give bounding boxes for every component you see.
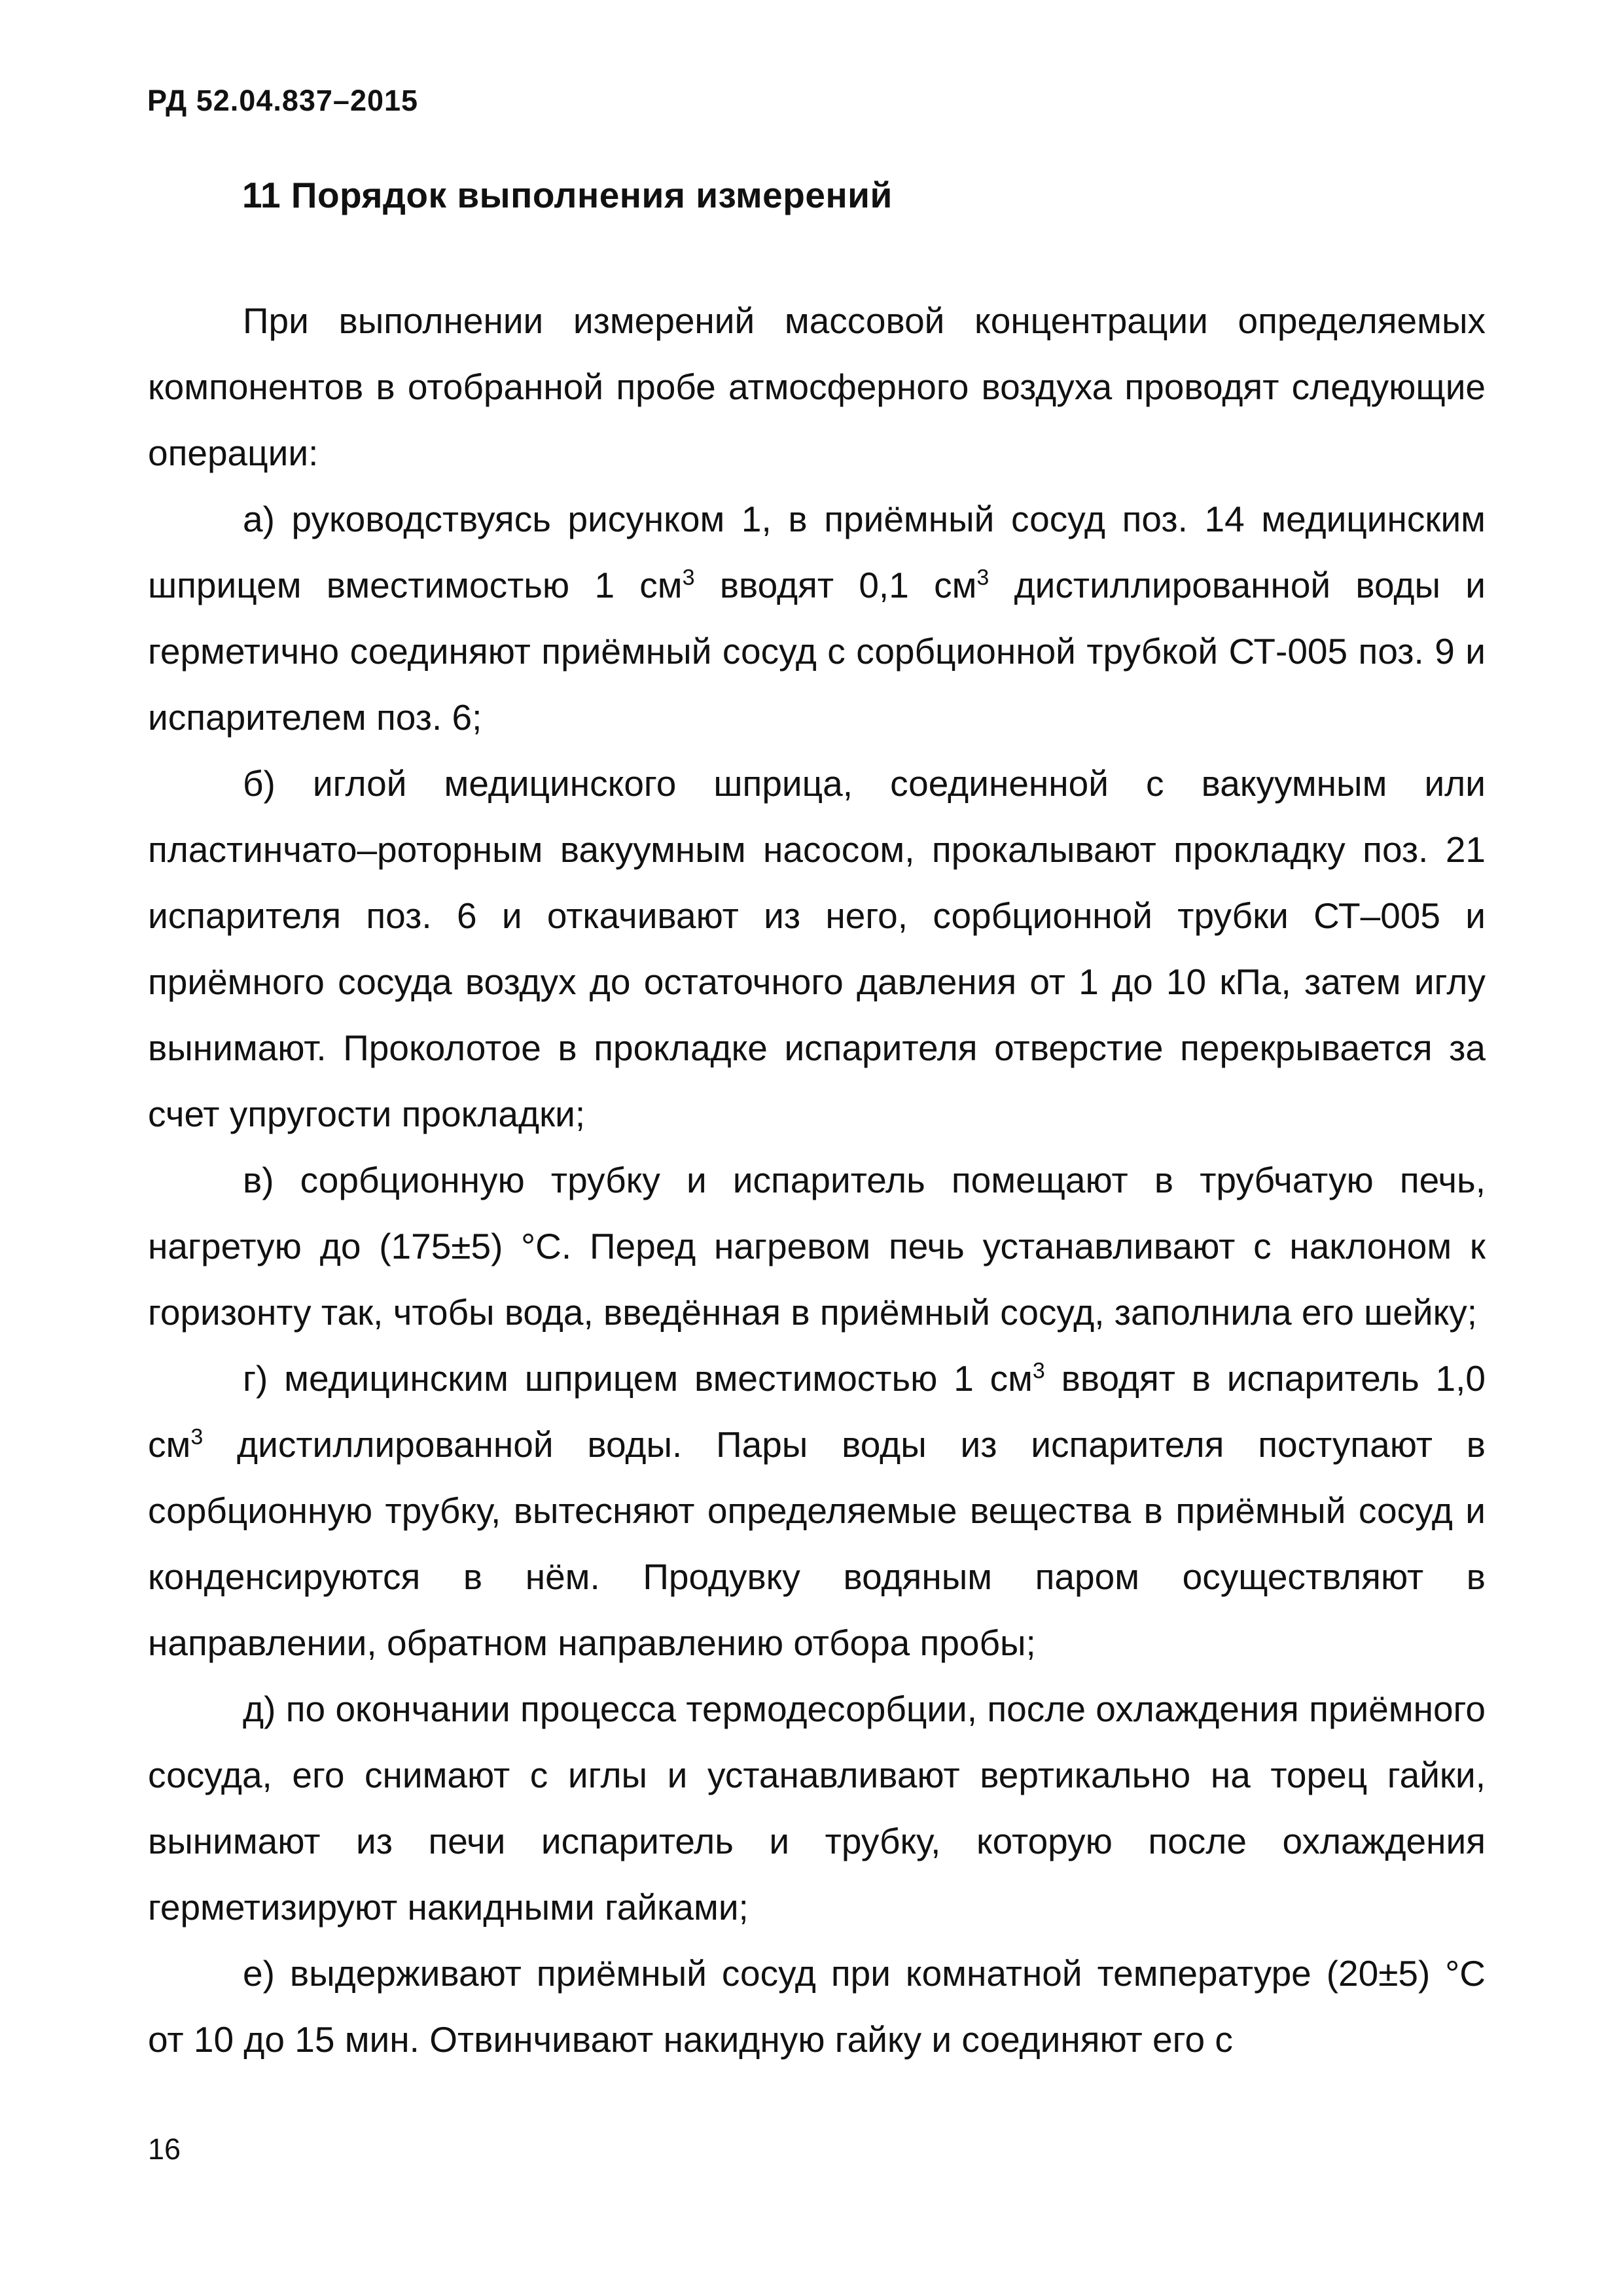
paragraph-intro: При выполнении измерений массовой концентрации определяемых компонентов в отобранной пробе атмосферного воздуха проводят следующие операции: xyxy=(148,300,1486,473)
paragraph-d-text-2: вводят в испаритель 1,0 см xyxy=(148,1358,1486,1465)
paragraph-a-text-2: вводят 0,1 см xyxy=(694,565,977,605)
superscript-cube-2: 3 xyxy=(976,565,990,590)
paragraph-e: д) по окончании процесса термодесорбции, после охлаждения приёмного сосуда, его снимают с иглы и устанавливают вертикально на торец гайки, вынимают из печи испаритель и трубку, которую после охлаждения герметизируют накидными гайками; xyxy=(148,1689,1486,1928)
paragraph-d xyxy=(148,1346,1486,1676)
superscript-cube-4: 3 xyxy=(190,1424,204,1450)
paragraph-d-text-1: г) медицинским шприцем вместимостью 1 см xyxy=(243,1358,1033,1399)
paragraph-a-text-3: дистиллированной воды и герметично соединяют приёмный сосуд с сорбционной трубкой СТ-005 поз. 9 и испарителем поз. 6; xyxy=(148,565,1486,738)
paragraph-b: б) иглой медицинского шприца, соединенной с вакуумным или пластинчато–роторным вакуумным насосом, прокалывают прокладку поз. 21 испарителя поз. 6 и откачивают из него, сорбционной трубки СТ–005 и приёмного сосуда воздух до остаточного давления от 1 до 10 кПа, затем иглу вынимают. Проколотое в прокладке испарителя отверстие перекрывается за счет упругости прокладки; xyxy=(148,763,1486,1134)
page-number: 16 xyxy=(148,2132,181,2166)
paragraph-d-text-3: дистиллированной воды. Пары воды из испарителя поступают в сорбционную трубку, вытесняют определяемые вещества в приёмный сосуд и конденсируются в нём. Продувку водяным паром осуществляют в направлении, обратном направлению отбора пробы; xyxy=(148,1424,1486,1663)
section-title: 11 Порядок выполнения измерений xyxy=(242,175,893,215)
superscript-cube-1: 3 xyxy=(682,565,695,590)
paragraph-a-text-1: а) руководствуясь рисунком 1, в приёмный сосуд поз. 14 медицинским шприцем вместимостью 1 см xyxy=(148,499,1486,605)
paragraph-a xyxy=(148,486,1486,751)
document-body xyxy=(148,288,1486,2073)
superscript-cube-3: 3 xyxy=(1032,1358,1045,1384)
document-code: РД 52.04.837–2015 xyxy=(147,84,419,117)
paragraph-c: в) сорбционную трубку и испаритель помещают в трубчатую печь, нагретую до (175±5) °С. Перед нагревом печь устанавливают с наклоном к горизонту так, чтобы вода, введённая в приёмный сосуд, заполнила его шейку; xyxy=(148,1160,1486,1333)
paragraph-f: е) выдерживают приёмный сосуд при комнатной температуре (20±5) °С от 10 до 15 мин. Отвинчивают накидную гайку и соединяют его с xyxy=(148,1953,1486,2060)
